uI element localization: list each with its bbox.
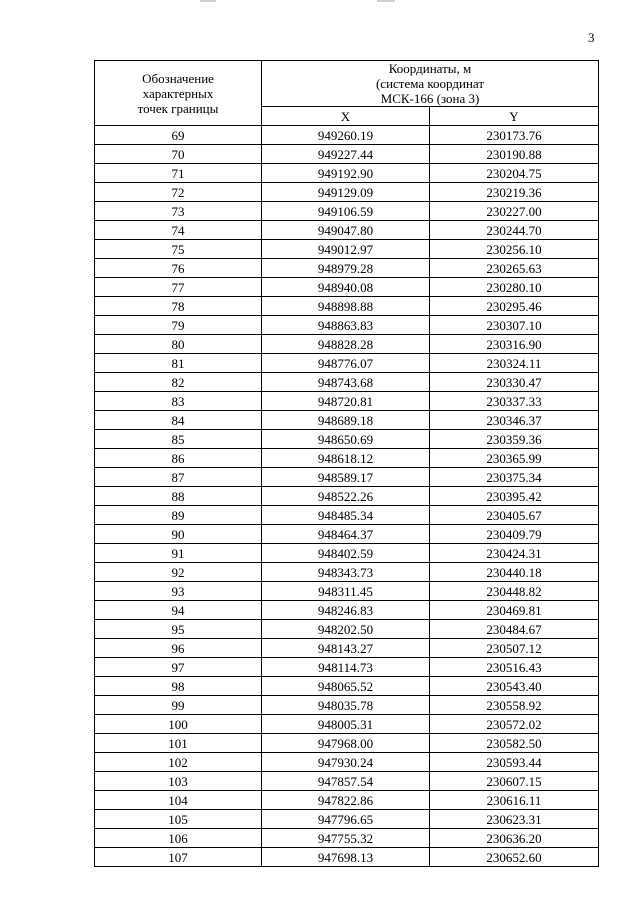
x-coordinate-cell: 949227.44 (262, 145, 430, 164)
y-coordinate-cell: 230395.42 (430, 487, 599, 506)
x-coordinate-cell: 947857.54 (262, 772, 430, 791)
x-coordinate-cell: 948065.52 (262, 677, 430, 696)
point-number-cell: 96 (95, 639, 262, 658)
y-coordinate-cell: 230204.75 (430, 164, 599, 183)
y-coordinate-cell: 230616.11 (430, 791, 599, 810)
y-coordinate-cell: 230307.10 (430, 316, 599, 335)
y-coordinate-cell: 230424.31 (430, 544, 599, 563)
point-number-cell: 105 (95, 810, 262, 829)
table-row (95, 392, 599, 411)
table-row (95, 658, 599, 677)
y-coordinate-cell: 230572.02 (430, 715, 599, 734)
x-coordinate-cell: 947822.86 (262, 791, 430, 810)
y-coordinate-cell: 230516.43 (430, 658, 599, 677)
scan-artifact-right (377, 0, 395, 2)
y-coordinate-cell: 230316.90 (430, 335, 599, 354)
y-coordinate-cell: 230405.67 (430, 506, 599, 525)
point-number-cell: 82 (95, 373, 262, 392)
point-number-cell: 79 (95, 316, 262, 335)
table-row (95, 259, 599, 278)
y-coordinate-cell: 230256.10 (430, 240, 599, 259)
point-number-cell: 77 (95, 278, 262, 297)
point-number-cell: 98 (95, 677, 262, 696)
x-coordinate-cell: 948589.17 (262, 468, 430, 487)
point-number-cell: 76 (95, 259, 262, 278)
point-number-cell: 83 (95, 392, 262, 411)
x-coordinate-cell: 948979.28 (262, 259, 430, 278)
y-coordinate-cell: 230593.44 (430, 753, 599, 772)
x-coordinate-cell: 947755.32 (262, 829, 430, 848)
table-row (95, 734, 599, 753)
y-coordinate-cell: 230173.76 (430, 126, 599, 145)
point-number-cell: 78 (95, 297, 262, 316)
x-coordinate-cell: 948343.73 (262, 563, 430, 582)
x-coordinate-cell: 948114.73 (262, 658, 430, 677)
table-row (95, 316, 599, 335)
point-number-cell: 87 (95, 468, 262, 487)
table-row (95, 696, 599, 715)
point-number-cell: 102 (95, 753, 262, 772)
x-coordinate-cell: 948863.83 (262, 316, 430, 335)
y-coordinate-cell: 230507.12 (430, 639, 599, 658)
y-column-header: Y (430, 107, 599, 126)
y-coordinate-cell: 230295.46 (430, 297, 599, 316)
x-coordinate-cell: 948202.50 (262, 620, 430, 639)
y-coordinate-cell: 230558.92 (430, 696, 599, 715)
x-column-header: X (262, 107, 430, 126)
point-header-line: характерных (142, 85, 214, 101)
x-coordinate-cell: 948776.07 (262, 354, 430, 373)
x-coordinate-cell: 947968.00 (262, 734, 430, 753)
table-row (95, 715, 599, 734)
x-coordinate-cell: 948311.45 (262, 582, 430, 601)
y-coordinate-cell: 230636.20 (430, 829, 599, 848)
y-coordinate-cell: 230190.88 (430, 145, 599, 164)
table-row (95, 221, 599, 240)
y-coordinate-cell: 230219.36 (430, 183, 599, 202)
table-row (95, 620, 599, 639)
y-coordinate-cell: 230227.00 (430, 202, 599, 221)
table-row (95, 506, 599, 525)
y-coordinate-cell: 230280.10 (430, 278, 599, 297)
table-row (95, 202, 599, 221)
point-number-cell: 104 (95, 791, 262, 810)
x-coordinate-cell: 949012.97 (262, 240, 430, 259)
table-row (95, 468, 599, 487)
table-row (95, 563, 599, 582)
y-coordinate-cell: 230346.37 (430, 411, 599, 430)
table-row (95, 544, 599, 563)
table-row (95, 772, 599, 791)
table-row (95, 297, 599, 316)
table-header (95, 61, 599, 126)
point-number-cell: 101 (95, 734, 262, 753)
point-number-cell: 100 (95, 715, 262, 734)
point-number-cell: 90 (95, 525, 262, 544)
x-coordinate-cell: 947930.24 (262, 753, 430, 772)
point-number-cell: 72 (95, 183, 262, 202)
x-coordinate-cell: 948898.88 (262, 297, 430, 316)
point-number-cell: 94 (95, 601, 262, 620)
point-number-cell: 97 (95, 658, 262, 677)
point-number-cell: 85 (95, 430, 262, 449)
coord-header-line: Координаты, м (388, 61, 472, 76)
table-body (95, 126, 599, 867)
point-number-cell: 91 (95, 544, 262, 563)
point-number-cell: 80 (95, 335, 262, 354)
x-coordinate-cell: 948522.26 (262, 487, 430, 506)
x-coordinate-cell: 948720.81 (262, 392, 430, 411)
y-coordinate-cell: 230607.15 (430, 772, 599, 791)
y-coordinate-cell: 230324.11 (430, 354, 599, 373)
table-row (95, 354, 599, 373)
point-number-cell: 107 (95, 848, 262, 867)
point-number-cell: 74 (95, 221, 262, 240)
y-coordinate-cell: 230244.70 (430, 221, 599, 240)
point-number-cell: 86 (95, 449, 262, 468)
table-row (95, 601, 599, 620)
table-row (95, 582, 599, 601)
table-row (95, 278, 599, 297)
y-coordinate-cell: 230484.67 (430, 620, 599, 639)
y-coordinate-cell: 230409.79 (430, 525, 599, 544)
y-coordinate-cell: 230265.63 (430, 259, 599, 278)
table-row (95, 164, 599, 183)
point-number-cell: 69 (95, 126, 262, 145)
point-header-line: Обозначение (142, 70, 214, 86)
x-coordinate-cell: 949047.80 (262, 221, 430, 240)
y-coordinate-cell: 230448.82 (430, 582, 599, 601)
table-row (95, 373, 599, 392)
table-row (95, 449, 599, 468)
point-number-cell: 73 (95, 202, 262, 221)
boundary-points-table (94, 60, 599, 867)
scan-artifact-left (200, 0, 216, 2)
x-coordinate-cell: 948464.37 (262, 525, 430, 544)
table-row (95, 829, 599, 848)
y-coordinate-cell: 230440.18 (430, 563, 599, 582)
point-number-cell: 106 (95, 829, 262, 848)
point-number-cell: 95 (95, 620, 262, 639)
table-row (95, 240, 599, 259)
y-coordinate-cell: 230330.47 (430, 373, 599, 392)
point-number-cell: 70 (95, 145, 262, 164)
y-coordinate-cell: 230582.50 (430, 734, 599, 753)
table-row (95, 183, 599, 202)
y-coordinate-cell: 230623.31 (430, 810, 599, 829)
x-coordinate-cell: 947698.13 (262, 848, 430, 867)
table-row (95, 791, 599, 810)
point-header-line: точек границы (137, 100, 219, 116)
table-row (95, 753, 599, 772)
point-number-cell: 88 (95, 487, 262, 506)
x-coordinate-cell: 948005.31 (262, 715, 430, 734)
table-row (95, 145, 599, 164)
x-coordinate-cell: 949129.09 (262, 183, 430, 202)
point-number-cell: 93 (95, 582, 262, 601)
table-row (95, 487, 599, 506)
point-number-cell: 103 (95, 772, 262, 791)
x-coordinate-cell: 948940.08 (262, 278, 430, 297)
x-coordinate-cell: 948618.12 (262, 449, 430, 468)
x-coordinate-cell: 948035.78 (262, 696, 430, 715)
x-coordinate-cell: 949106.59 (262, 202, 430, 221)
y-coordinate-cell: 230337.33 (430, 392, 599, 411)
x-coordinate-cell: 948650.69 (262, 430, 430, 449)
table-row (95, 677, 599, 696)
point-number-cell: 75 (95, 240, 262, 259)
y-coordinate-cell: 230543.40 (430, 677, 599, 696)
y-coordinate-cell: 230365.99 (430, 449, 599, 468)
table-row (95, 126, 599, 145)
x-coordinate-cell: 948689.18 (262, 411, 430, 430)
x-coordinate-cell: 948485.34 (262, 506, 430, 525)
y-coordinate-cell: 230375.34 (430, 468, 599, 487)
point-number-cell: 84 (95, 411, 262, 430)
x-coordinate-cell: 948246.83 (262, 601, 430, 620)
y-coordinate-cell: 230469.81 (430, 601, 599, 620)
point-number-cell: 71 (95, 164, 262, 183)
point-number-cell: 89 (95, 506, 262, 525)
x-coordinate-cell: 949260.19 (262, 126, 430, 145)
x-coordinate-cell: 948743.68 (262, 373, 430, 392)
point-column-header (95, 61, 262, 126)
point-number-cell: 92 (95, 563, 262, 582)
table-row (95, 639, 599, 658)
y-coordinate-cell: 230652.60 (430, 848, 599, 867)
table-row (95, 430, 599, 449)
x-coordinate-cell: 947796.65 (262, 810, 430, 829)
x-coordinate-cell: 948402.59 (262, 544, 430, 563)
table-row (95, 411, 599, 430)
point-number-cell: 99 (95, 696, 262, 715)
table-row (95, 525, 599, 544)
table-row (95, 810, 599, 829)
table-row (95, 848, 599, 867)
y-coordinate-cell: 230359.36 (430, 430, 599, 449)
page-number: 3 (588, 30, 595, 45)
coordinates-header (262, 61, 599, 107)
coord-header-line: МСК-166 (зона 3) (380, 91, 480, 106)
x-coordinate-cell: 949192.90 (262, 164, 430, 183)
coord-header-line: (система координат (375, 76, 485, 91)
x-coordinate-cell: 948828.28 (262, 335, 430, 354)
table-row (95, 335, 599, 354)
point-number-cell: 81 (95, 354, 262, 373)
x-coordinate-cell: 948143.27 (262, 639, 430, 658)
